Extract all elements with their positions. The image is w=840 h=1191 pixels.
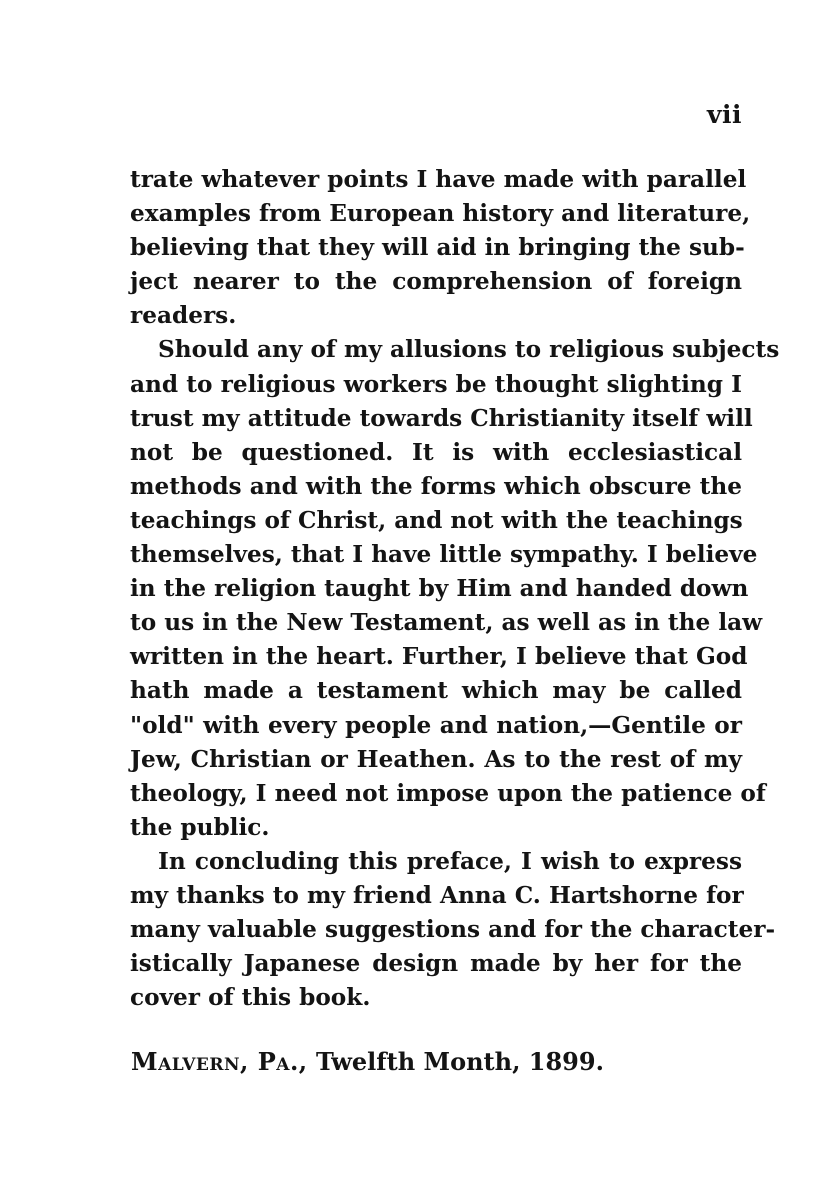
text-line: istically Japanese design made by her for the [130, 950, 742, 978]
text-line: ject nearer to the comprehension of foreign [130, 268, 742, 296]
text-line: Jew, Christian or Heathen. As to the rest of my [130, 745, 742, 773]
text-line: cover of this book. [130, 984, 371, 1012]
text-line: In concluding this preface, I wish to express [158, 847, 742, 875]
text-line: examples from European history and literature, [130, 200, 751, 228]
text-line: believing that they will aid in bringing the sub- [130, 234, 745, 262]
text-line: and to religious workers be thought slighting I [130, 370, 742, 398]
text-line: hath made a testament which may be called [130, 677, 742, 705]
paragraph-continued [130, 163, 751, 333]
paragraph-religion [130, 333, 780, 844]
text-line: not be questioned. It is with ecclesiastical [130, 438, 742, 466]
text-line: "old" with every people and nation,—Gentile or [130, 711, 742, 739]
text-line: themselves, that I have little sympathy. I believe [130, 541, 758, 569]
page-number: vii [706, 100, 742, 129]
text-line: to us in the New Testament, as well as in the law [130, 609, 763, 637]
text-line: in the religion taught by Him and handed down [130, 575, 749, 603]
text-line: theology, I need not impose upon the patience of [130, 779, 766, 807]
signature-line [131, 1045, 604, 1079]
paragraph-thanks [130, 845, 776, 1015]
text-line: the public. [130, 813, 270, 841]
text-line: teachings of Christ, and not with the teachings [130, 506, 743, 534]
text-line: my thanks to my friend Anna C. Hartshorne for [130, 881, 744, 909]
text-line: Should any of my allusions to religious subjects [158, 336, 780, 364]
text-line: many valuable suggestions and for the character- [130, 916, 776, 944]
signature-place: Malvern, Pa., [131, 1047, 308, 1076]
text-line: trust my attitude towards Christianity itself will [130, 404, 753, 432]
text-line: methods and with the forms which obscure the [130, 472, 742, 500]
text-line: written in the heart. Further, I believe that God [130, 643, 748, 671]
signature-date: Twelfth Month, 1899. [316, 1047, 604, 1076]
preface-text [130, 163, 780, 1015]
text-line: readers. [130, 302, 237, 330]
text-line: trate whatever points I have made with parallel [130, 166, 747, 193]
